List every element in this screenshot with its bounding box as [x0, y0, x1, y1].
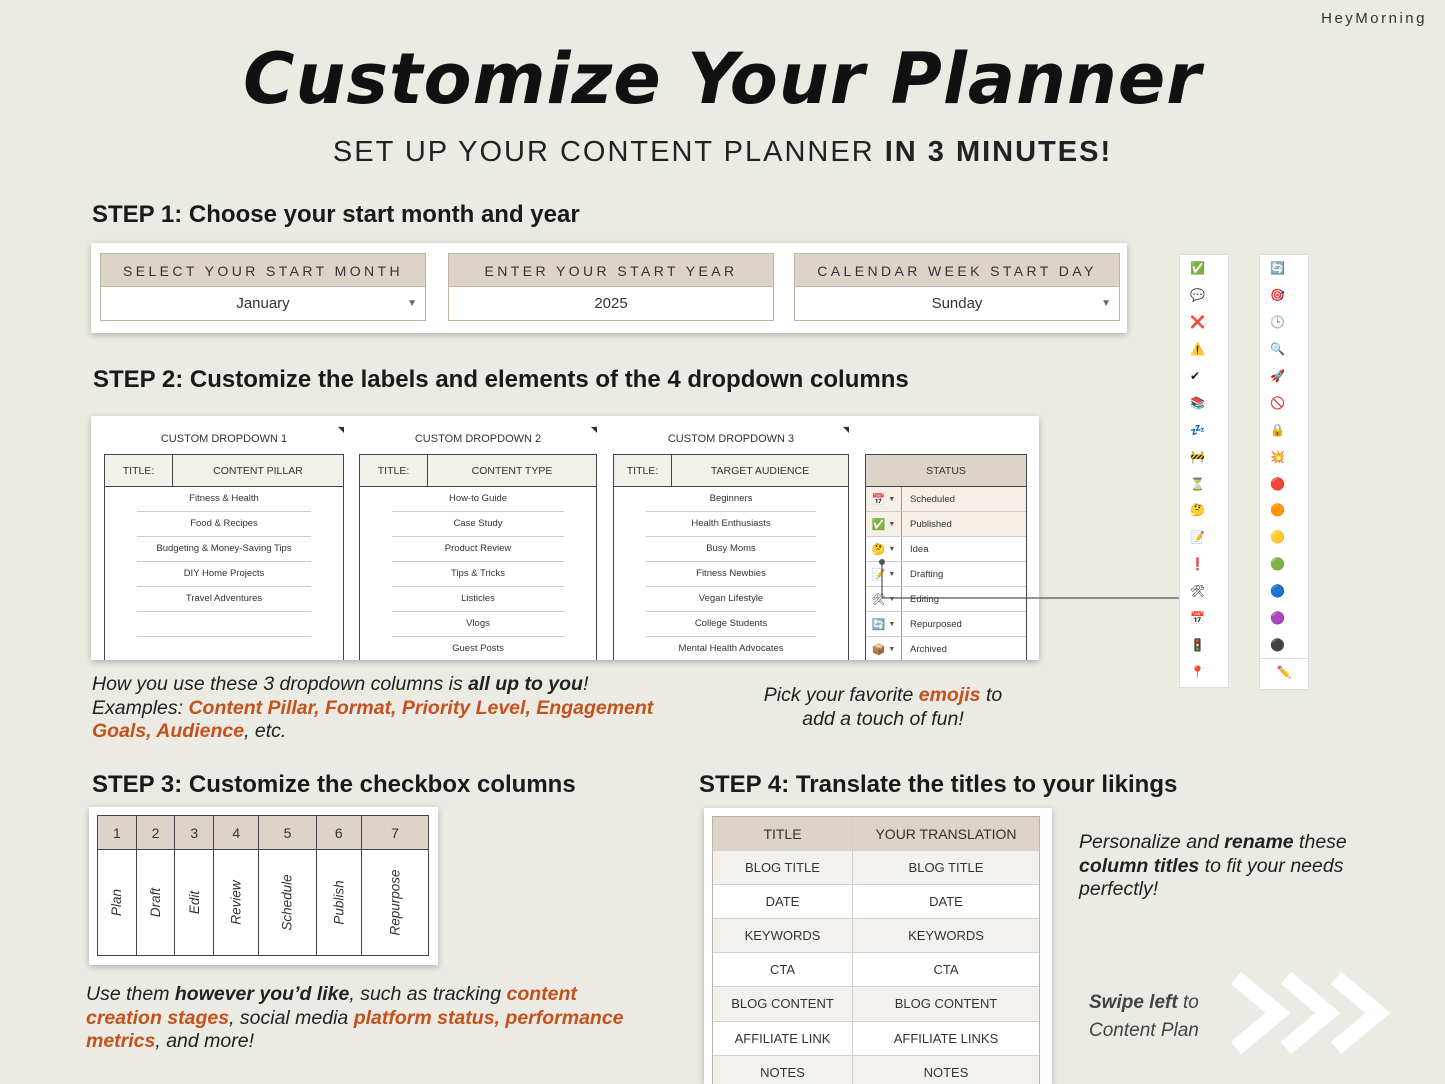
- table-row: [713, 1022, 1039, 1056]
- status-label: Drafting: [910, 568, 944, 580]
- emoji-picker-list-1: [1179, 254, 1229, 688]
- table-row: [713, 851, 1039, 885]
- column-label[interactable]: Draft: [148, 887, 164, 918]
- status-label: Idea: [910, 543, 929, 555]
- page-title: Customize Your Planner: [243, 38, 1202, 120]
- no-entry-icon[interactable]: 🚫: [1270, 395, 1285, 410]
- table-row: [713, 987, 1039, 1021]
- title-cell: AFFILIATE LINK: [713, 1022, 853, 1055]
- checkbox-column[interactable]: [259, 816, 316, 955]
- dropdown-caption: CUSTOM DROPDOWN 1: [160, 433, 288, 445]
- speech-bubble-icon[interactable]: 💬: [1190, 288, 1205, 303]
- column-number: 1: [98, 816, 136, 850]
- thinking-face-icon[interactable]: 🤔: [1190, 503, 1205, 518]
- target-icon[interactable]: 🎯: [1270, 288, 1285, 303]
- construction-icon[interactable]: 🚧: [1190, 449, 1205, 464]
- status-row[interactable]: [866, 612, 1026, 637]
- list-item[interactable]: College Students: [646, 612, 816, 637]
- column-label[interactable]: Repurpose: [387, 869, 403, 936]
- step1-panel: [91, 243, 1127, 333]
- translation-cell[interactable]: CTA: [933, 962, 959, 978]
- list-item[interactable]: Case Study: [392, 512, 564, 537]
- week-start-field: [794, 253, 1120, 321]
- calendar-icon[interactable]: 📅: [1190, 611, 1205, 626]
- title-cell: BLOG CONTENT: [713, 987, 853, 1020]
- emoji-picker-list-2: [1259, 254, 1309, 690]
- list-item[interactable]: Guest Posts: [392, 637, 564, 660]
- translation-cell[interactable]: BLOG CONTENT: [894, 996, 998, 1012]
- column-number: 4: [214, 816, 258, 850]
- list-item[interactable]: Fitness Newbies: [646, 562, 816, 587]
- books-icon[interactable]: 📚: [1190, 395, 1205, 410]
- traffic-light-icon[interactable]: 🚦: [1190, 637, 1205, 652]
- status-label: Repurposed: [910, 618, 962, 630]
- column-number: 5: [259, 816, 315, 850]
- list-item[interactable]: Vlogs: [392, 612, 564, 637]
- translation-cell[interactable]: DATE: [929, 894, 963, 910]
- column-label[interactable]: Review: [228, 880, 244, 925]
- chevron-down-icon[interactable]: ▼: [888, 495, 896, 503]
- orange-circle-icon[interactable]: 🟠: [1270, 503, 1285, 518]
- memo-icon: 📝: [871, 568, 886, 581]
- warning-icon[interactable]: ⚠️: [1190, 342, 1205, 357]
- list-item[interactable]: Beginners: [646, 487, 816, 512]
- status-label: Editing: [910, 593, 940, 605]
- start-year-field: [448, 253, 774, 321]
- memo-icon[interactable]: 📝: [1190, 530, 1205, 545]
- list-item[interactable]: Listicles: [392, 587, 564, 612]
- title-cell: NOTES: [713, 1056, 853, 1084]
- step3-heading: STEP 3: Customize the checkbox columns: [92, 771, 576, 798]
- list-item[interactable]: Vegan Lifestyle: [646, 587, 816, 612]
- corner-marker-icon: ◥: [337, 425, 344, 434]
- custom-dropdown-3: [613, 424, 849, 660]
- translation-table: [712, 816, 1040, 1084]
- step2-heading: STEP 2: Customize the labels and elements of the 4 dropdown columns: [93, 366, 909, 393]
- dropdown-caption: CUSTOM DROPDOWN 2: [414, 433, 542, 445]
- column-header: YOUR TRANSLATION: [875, 826, 1017, 842]
- column-number: 2: [137, 816, 175, 850]
- list-item[interactable]: Budgeting & Money-Saving Tips: [137, 537, 311, 562]
- page-subtitle: SET UP YOUR CONTENT PLANNER IN 3 MINUTES!: [332, 136, 1113, 168]
- checkbox-column[interactable]: [98, 816, 137, 955]
- dropdown-title-input[interactable]: TARGET AUDIENCE: [710, 465, 810, 477]
- start-year-input[interactable]: 2025: [448, 287, 774, 321]
- green-circle-icon[interactable]: 🟢: [1270, 557, 1285, 572]
- list-item[interactable]: Travel Adventures: [137, 587, 311, 612]
- emoji-note: Pick your favorite emojis to add a touch of fun!: [763, 684, 1003, 730]
- sleep-icon[interactable]: 💤: [1190, 422, 1205, 437]
- tools-icon: 🛠: [871, 593, 886, 606]
- refresh-icon: 🔄: [871, 618, 886, 631]
- dropdown-caption: CUSTOM DROPDOWN 3: [667, 433, 795, 445]
- checkbox-column[interactable]: [137, 816, 176, 955]
- checkbox-column[interactable]: [214, 816, 259, 955]
- status-label: Archived: [910, 643, 947, 655]
- chevron-down-icon[interactable]: ▼: [888, 570, 896, 578]
- title-cell: KEYWORDS: [713, 919, 853, 952]
- dropdown-title-input[interactable]: CONTENT TYPE: [471, 465, 553, 477]
- step4-panel: [704, 808, 1052, 1084]
- start-month-select[interactable]: January ▼: [100, 287, 426, 321]
- column-header: TITLE: [713, 817, 853, 850]
- red-circle-icon[interactable]: 🔴: [1270, 476, 1285, 491]
- check-mark-icon[interactable]: ✅: [1190, 261, 1205, 276]
- column-number: 3: [175, 816, 213, 850]
- chevron-down-icon[interactable]: ▼: [888, 520, 896, 528]
- step3-panel: [89, 807, 438, 965]
- purple-circle-icon[interactable]: 🟣: [1270, 611, 1285, 626]
- step1-heading: STEP 1: Choose your start month and year: [92, 201, 580, 228]
- status-row[interactable]: [866, 487, 1026, 512]
- status-dropdown: [865, 424, 1027, 660]
- pencil-icon[interactable]: ✏️: [1260, 658, 1308, 685]
- status-header: STATUS: [866, 455, 1026, 487]
- dropdown-title-label: TITLE:: [614, 455, 672, 486]
- column-label[interactable]: Edit: [186, 890, 202, 915]
- explosion-icon[interactable]: 💥: [1270, 449, 1285, 464]
- lock-icon[interactable]: 🔒: [1270, 422, 1285, 437]
- week-start-select[interactable]: Sunday ▼: [794, 287, 1120, 321]
- refresh-icon[interactable]: 🔄: [1270, 261, 1285, 276]
- status-row[interactable]: [866, 512, 1026, 537]
- list-item[interactable]: How-to Guide: [392, 487, 564, 512]
- title-cell: BLOG TITLE: [713, 851, 853, 884]
- tools-icon[interactable]: 🛠: [1190, 584, 1206, 599]
- dropdown-title-input[interactable]: CONTENT PILLAR: [213, 465, 303, 477]
- column-number: 6: [317, 816, 361, 850]
- rocket-icon[interactable]: 🚀: [1270, 369, 1285, 383]
- start-month-label: SELECT YOUR START MONTH: [100, 253, 426, 287]
- step2-panel: [91, 416, 1039, 660]
- corner-marker-icon: ◥: [842, 425, 849, 434]
- checkbox-column[interactable]: [362, 816, 428, 955]
- checkbox-column[interactable]: [175, 816, 214, 955]
- checkbox-columns-grid: [97, 815, 429, 956]
- translation-cell[interactable]: NOTES: [923, 1064, 969, 1080]
- translation-note: Personalize and rename these column titles to fit your needs perfectly!: [1079, 831, 1347, 900]
- dropdown-title-label: TITLE:: [105, 455, 173, 486]
- package-icon: 📦: [871, 643, 886, 656]
- start-month-field: [100, 253, 426, 321]
- list-item[interactable]: Busy Moms: [646, 537, 816, 562]
- translation-cell[interactable]: KEYWORDS: [908, 928, 984, 944]
- checkbox-note: Use them however you’d like, such as tracking content creation stages, social media platform status, performance metrics, and more!: [86, 983, 624, 1052]
- tick-icon[interactable]: ✔: [1190, 369, 1201, 383]
- list-item[interactable]: Tips & Tricks: [392, 562, 564, 587]
- status-label: Published: [910, 518, 952, 530]
- translation-cell[interactable]: AFFILIATE LINKS: [893, 1030, 999, 1046]
- dropdown-note: How you use these 3 dropdown columns is all up to you! Examples: Content Pillar, Format, Priority Level, Engagement Goals, Audience, etc.: [92, 673, 654, 742]
- blue-circle-icon[interactable]: 🔵: [1270, 584, 1285, 599]
- column-label[interactable]: Publish: [331, 880, 347, 925]
- hourglass-icon[interactable]: ⏳: [1190, 476, 1205, 491]
- list-item[interactable]: DIY Home Projects: [137, 562, 311, 587]
- connector-arrow: [870, 550, 1200, 610]
- check-mark-icon: ✅: [871, 518, 886, 531]
- step4-heading: STEP 4: Translate the titles to your likings: [699, 771, 1178, 798]
- list-item[interactable]: Mental Health Advocates: [646, 637, 816, 660]
- table-row: [713, 1056, 1039, 1084]
- status-row[interactable]: [866, 637, 1026, 660]
- column-label[interactable]: Schedule: [280, 874, 296, 931]
- dropdown-title-label: TITLE:: [360, 455, 428, 486]
- list-item[interactable]: Fitness & Health: [137, 487, 311, 512]
- brand-logo: HeyMorning: [1321, 10, 1427, 27]
- pin-icon[interactable]: 📍: [1190, 664, 1205, 679]
- corner-marker-icon: ◥: [590, 425, 597, 434]
- clock-icon[interactable]: 🕒: [1270, 315, 1285, 330]
- list-item[interactable]: [137, 637, 311, 660]
- yellow-circle-icon[interactable]: 🟡: [1270, 530, 1285, 545]
- magnifier-icon[interactable]: 🔍: [1270, 342, 1285, 357]
- chevron-down-icon[interactable]: ▼: [407, 298, 417, 309]
- cross-mark-icon[interactable]: ❌: [1190, 315, 1205, 330]
- title-cell: DATE: [713, 885, 853, 918]
- column-number: 7: [362, 816, 428, 850]
- list-item[interactable]: Health Enthusiasts: [646, 512, 816, 537]
- exclamation-icon[interactable]: ❗: [1190, 557, 1205, 572]
- start-year-label: ENTER YOUR START YEAR: [448, 253, 774, 287]
- black-circle-icon[interactable]: ⚫: [1270, 637, 1285, 652]
- status-label: Scheduled: [910, 493, 955, 505]
- custom-dropdown-2: [359, 424, 597, 660]
- chevron-down-icon[interactable]: ▼: [888, 545, 896, 553]
- week-start-label: CALENDAR WEEK START DAY: [794, 253, 1120, 287]
- table-row: [713, 885, 1039, 919]
- swipe-chevrons-icon[interactable]: [1228, 970, 1398, 1056]
- chevron-down-icon[interactable]: ▼: [888, 645, 896, 653]
- table-row: [713, 953, 1039, 987]
- chevron-down-icon[interactable]: ▼: [888, 595, 896, 603]
- calendar-icon: 📅: [871, 493, 886, 506]
- custom-dropdown-1: [104, 424, 344, 660]
- list-item[interactable]: Food & Recipes: [137, 512, 311, 537]
- chevron-down-icon[interactable]: ▼: [1101, 298, 1111, 309]
- table-row: [713, 919, 1039, 953]
- chevron-down-icon[interactable]: ▼: [888, 620, 896, 628]
- swipe-hint: Swipe left to Content Plan: [1089, 992, 1199, 1041]
- list-item[interactable]: [137, 612, 311, 637]
- checkbox-column[interactable]: [317, 816, 362, 955]
- translation-cell[interactable]: BLOG TITLE: [908, 860, 984, 876]
- column-label[interactable]: Plan: [109, 888, 125, 917]
- title-cell: CTA: [713, 953, 853, 986]
- list-item[interactable]: Product Review: [392, 537, 564, 562]
- table-header-row: [713, 817, 1039, 851]
- thinking-face-icon: 🤔: [871, 543, 886, 556]
